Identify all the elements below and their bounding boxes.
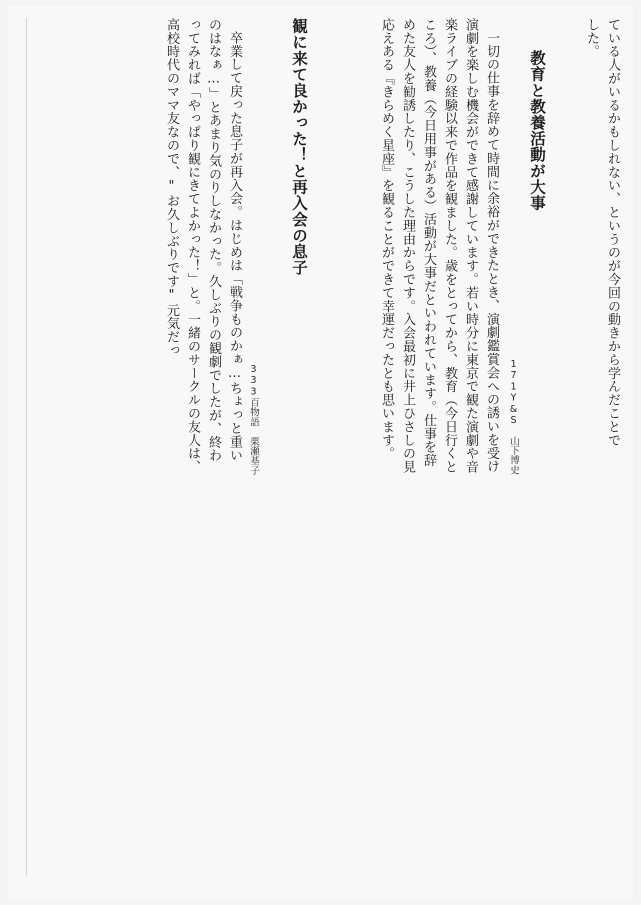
author-name: 333百物語 栗瀬基子 xyxy=(248,363,259,475)
article-title xyxy=(262,18,310,288)
article-title xyxy=(522,50,548,320)
binding-line xyxy=(26,18,27,876)
article-byline xyxy=(504,230,520,475)
article-title-text: 教育と教養活動が大事 xyxy=(528,50,546,211)
author-name: 171Y&S 山下博史 xyxy=(508,359,519,475)
continued-text xyxy=(555,18,623,458)
article-byline xyxy=(244,280,260,475)
article-title-text: 観に来て良かった！と再入会の息子 xyxy=(290,18,308,276)
article-body: ている人がいるかもしれない、というのが今回の動きから学んだことでした。 xyxy=(584,18,620,447)
article-body xyxy=(35,18,245,475)
article-paragraph: 卒業して戻った息子が再入会。はじめは「戦争ものかぁ…ちょっと重いのはなぁ…」とあまり気のりしなかった。久しぶりの観劇でしたが、終わってみれば「やっぱり観にきてよかった！」と。一緒のサークルの友人は、高校時代のママ友なので、"お久しぶりです"元気だっ xyxy=(164,18,242,474)
article-body xyxy=(330,18,502,475)
article-paragraph: 一切の仕事を辞めて時間に余裕ができたとき、演劇鑑賞会への誘いを受け演劇を楽しむ機会ができて感謝しています。若い時分に東京で観た演劇や音楽ライブの経験以来で作品を観ました。歳をとってから、教育（今日行くところ）、教養（今日用事がある）活動が大事だといわれています。仕事を辞めた友人を勧誘したり、こうした理由からです。入会最初に井上ひさしの見応えある『きらめく星座』を観ることができて幸運だったとも思います。 xyxy=(379,18,499,474)
